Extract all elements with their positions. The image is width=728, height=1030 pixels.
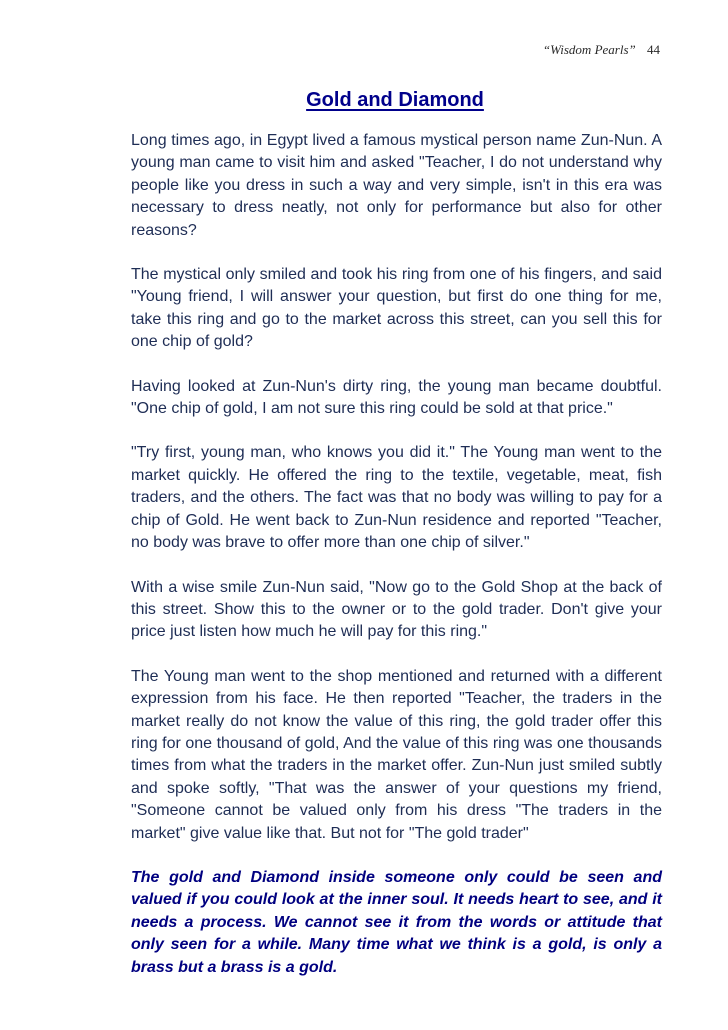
paragraph: With a wise smile Zun-Nun said, "Now go to the Gold Shop at the back of this street. Show this to the owner or to the gold trader. Don't give your price just listen how much he will pay for this ring."	[131, 578, 662, 641]
paragraph: "Try first, young man, who knows you did it." The Young man went to the market quickly. He offered the ring to the textile, vegetable, meat, fish traders, and the others. The fact was that no body was willing to pay for a chip of Gold. He went back to Zun-Nun residence and reported "Teacher, no body was brave to offer more than one chip of silver."	[131, 444, 662, 552]
series-title: “Wisdom Pearls”	[542, 42, 636, 57]
paragraph: Long times ago, in Egypt lived a famous mystical person name Zun-Nun. A young man came to visit him and asked "Teacher, I do not understand why people like you dress in such a way and very simple, isn't in this era was necessary to dress neatly, not only for performance but also for other reasons?	[131, 132, 662, 239]
paragraph: Having looked at Zun-Nun's dirty ring, the young man became doubtful. "One chip of gold, I am not sure this ring could be sold at that price."	[131, 377, 662, 418]
paragraph: The mystical only smiled and took his ring from one of his fingers, and said "Young friend, I will answer your question, but first do one thing for me, take this ring and go to the market across this street, can you sell this for one chip of gold?	[131, 266, 662, 351]
running-header	[543, 42, 660, 58]
article-title: Gold and Diamond	[306, 89, 484, 111]
article-body	[131, 130, 662, 1001]
paragraph: The Young man went to the shop mentioned and returned with a different expression from his face. He then reported "Teacher, the traders in the market really do not know the value of this ring, the gold trader offer this ring for one thousand of gold, And the value of this ring was one thousands times from what the traders in the market offer. Zun-Nun just smiled subtly and spoke softly, "That was the answer of your questions my friend, "Someone cannot be valued only from his dress "The traders in the market" give value like that. But not for "The gold trader"	[131, 667, 662, 842]
page-number: 44	[647, 42, 660, 57]
moral-paragraph: The gold and Diamond inside someone only could be seen and valued if you could look at the inner soul. It needs heart to see, and it needs a process. We cannot see it from the words or attitude that only seen for a while. Many time what we think is a gold, is only a brass but a brass is a gold.	[131, 868, 662, 976]
